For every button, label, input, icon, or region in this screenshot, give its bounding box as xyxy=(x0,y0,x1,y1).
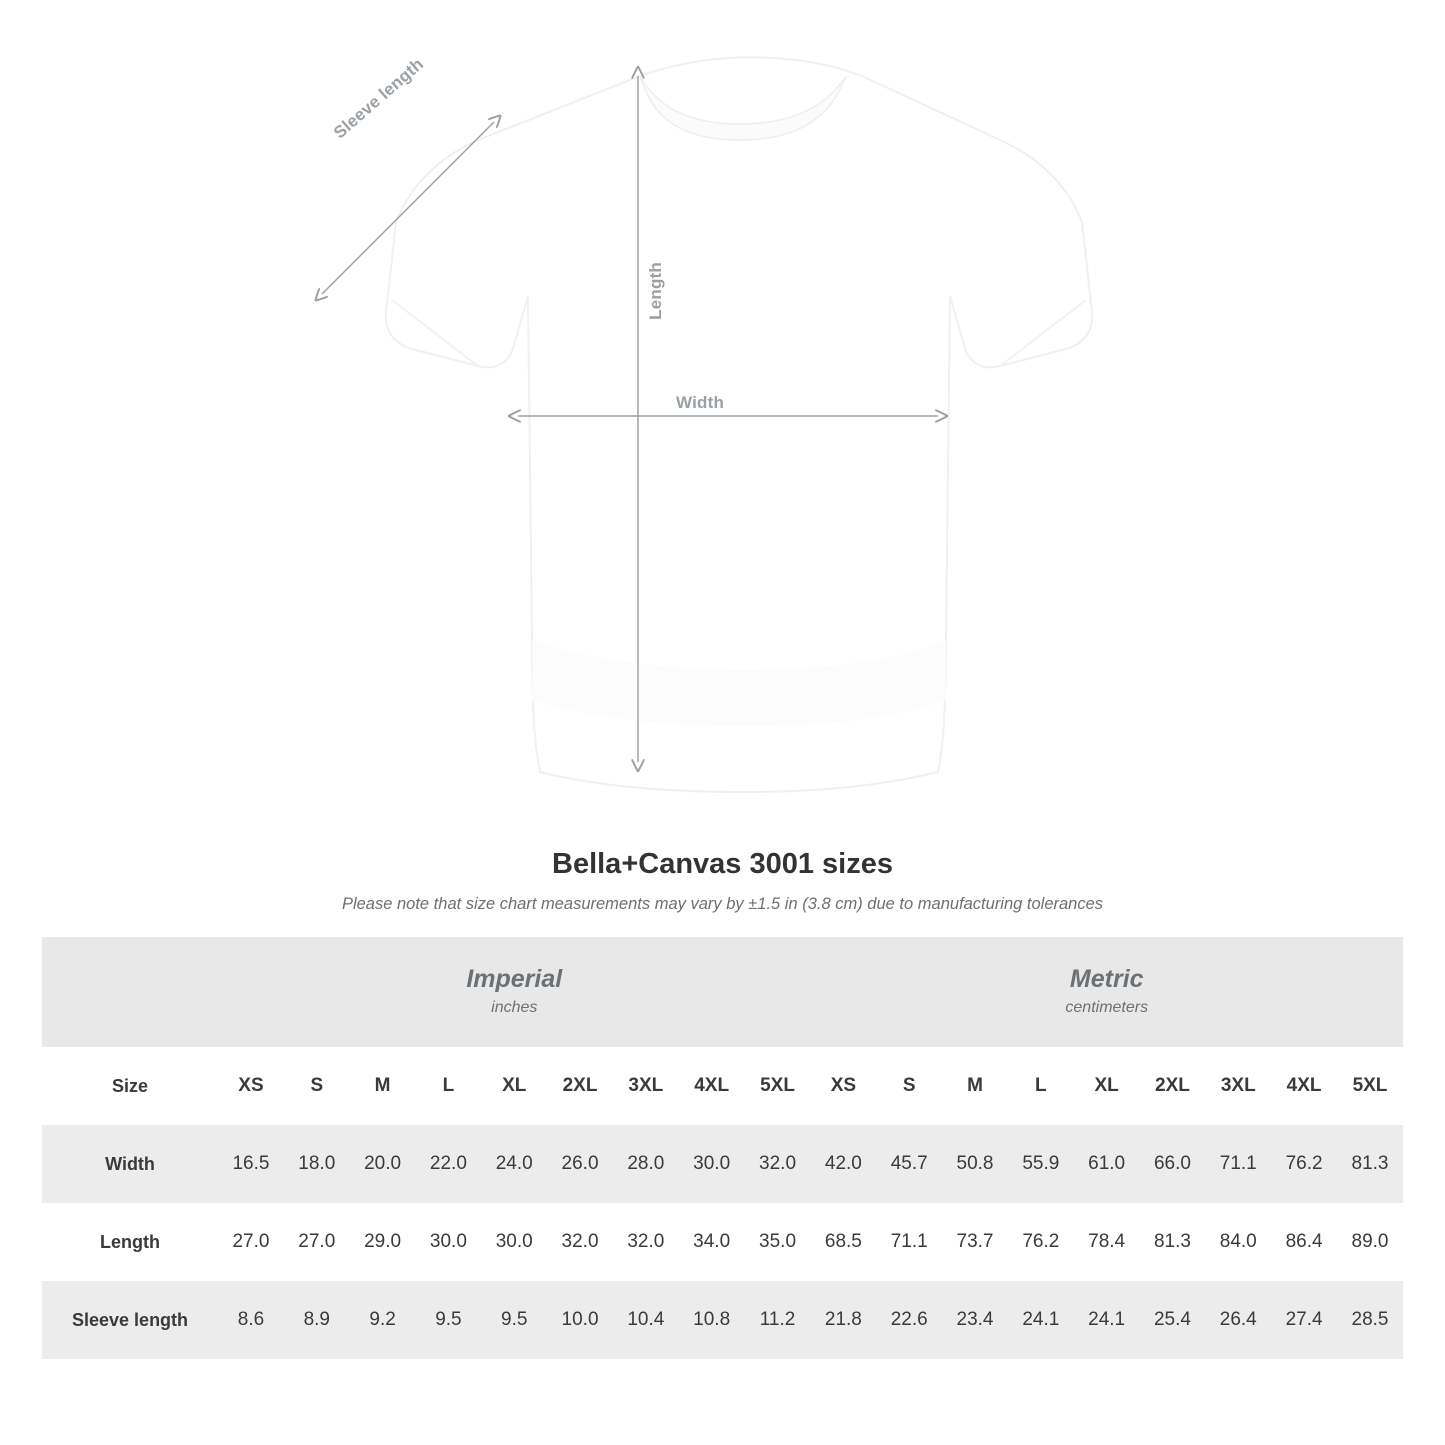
sleeve-length-dimension-label: Sleeve length xyxy=(330,54,428,143)
size-header-imperial-5xl: 5XL xyxy=(745,1047,811,1125)
cell-sleeve-imperial-l: 9.5 xyxy=(416,1281,482,1359)
cell-length-metric-3xl: 84.0 xyxy=(1205,1203,1271,1281)
cell-length-imperial-l: 30.0 xyxy=(416,1203,482,1281)
cell-width-metric-l: 55.9 xyxy=(1008,1125,1074,1203)
cell-length-imperial-2xl: 32.0 xyxy=(547,1203,613,1281)
size-header-metric-2xl: 2XL xyxy=(1140,1047,1206,1125)
unit-header-spacer xyxy=(42,937,218,1047)
cell-sleeve-metric-4xl: 27.4 xyxy=(1271,1281,1337,1359)
size-row-label: Size xyxy=(42,1047,218,1125)
cell-length-imperial-5xl: 35.0 xyxy=(745,1203,811,1281)
cell-length-imperial-xl: 30.0 xyxy=(481,1203,547,1281)
cell-sleeve-metric-5xl: 28.5 xyxy=(1337,1281,1403,1359)
unit-group-header-row xyxy=(42,937,1403,1047)
cell-length-metric-4xl: 86.4 xyxy=(1271,1203,1337,1281)
cell-width-metric-s: 45.7 xyxy=(876,1125,942,1203)
cell-sleeve-imperial-xl: 9.5 xyxy=(481,1281,547,1359)
cell-width-imperial-m: 20.0 xyxy=(350,1125,416,1203)
size-header-metric-3xl: 3XL xyxy=(1205,1047,1271,1125)
cell-width-imperial-2xl: 26.0 xyxy=(547,1125,613,1203)
cell-length-metric-l: 76.2 xyxy=(1008,1203,1074,1281)
size-header-metric-5xl: 5XL xyxy=(1337,1047,1403,1125)
cell-sleeve-metric-2xl: 25.4 xyxy=(1140,1281,1206,1359)
table-row xyxy=(42,1125,1403,1203)
size-header-imperial-s: S xyxy=(284,1047,350,1125)
size-header-imperial-xl: XL xyxy=(481,1047,547,1125)
cell-width-imperial-l: 22.0 xyxy=(416,1125,482,1203)
unit-header-imperial xyxy=(218,937,810,1047)
row-label-sleeve-length: Sleeve length xyxy=(42,1281,218,1359)
size-header-metric-4xl: 4XL xyxy=(1271,1047,1337,1125)
tolerance-note: Please note that size chart measurements may vary by ±1.5 in (3.8 cm) due to manufacturing tolerances xyxy=(341,895,1104,913)
size-header-metric-xs: XS xyxy=(810,1047,876,1125)
cell-length-metric-5xl: 89.0 xyxy=(1337,1203,1403,1281)
cell-sleeve-imperial-2xl: 10.0 xyxy=(547,1281,613,1359)
cell-width-imperial-5xl: 32.0 xyxy=(745,1125,811,1203)
unit-header-metric-name: Metric xyxy=(1069,964,1144,993)
cell-sleeve-metric-xs: 21.8 xyxy=(810,1281,876,1359)
cell-sleeve-imperial-3xl: 10.4 xyxy=(613,1281,679,1359)
cell-length-imperial-xs: 27.0 xyxy=(218,1203,284,1281)
table-row xyxy=(42,1281,1403,1359)
cell-length-metric-xs: 68.5 xyxy=(810,1203,876,1281)
cell-length-metric-xl: 78.4 xyxy=(1074,1203,1140,1281)
cell-width-imperial-xl: 24.0 xyxy=(481,1125,547,1203)
cell-width-imperial-s: 18.0 xyxy=(284,1125,350,1203)
cell-width-metric-4xl: 76.2 xyxy=(1271,1125,1337,1203)
cell-length-imperial-m: 29.0 xyxy=(350,1203,416,1281)
unit-header-imperial-name: Imperial xyxy=(466,964,563,993)
cell-width-metric-2xl: 66.0 xyxy=(1140,1125,1206,1203)
size-header-metric-m: M xyxy=(942,1047,1008,1125)
size-header-imperial-3xl: 3XL xyxy=(613,1047,679,1125)
width-dimension-label: Width xyxy=(676,393,725,412)
cell-sleeve-imperial-m: 9.2 xyxy=(350,1281,416,1359)
cell-sleeve-imperial-4xl: 10.8 xyxy=(679,1281,745,1359)
cell-sleeve-imperial-5xl: 11.2 xyxy=(745,1281,811,1359)
size-header-imperial-l: L xyxy=(416,1047,482,1125)
cell-sleeve-imperial-xs: 8.6 xyxy=(218,1281,284,1359)
size-header-imperial-xs: XS xyxy=(218,1047,284,1125)
size-chart-table-wrapper xyxy=(42,937,1403,1359)
cell-length-imperial-3xl: 32.0 xyxy=(613,1203,679,1281)
unit-header-imperial-sub: inches xyxy=(491,998,538,1016)
cell-sleeve-metric-xl: 24.1 xyxy=(1074,1281,1140,1359)
cell-length-imperial-s: 27.0 xyxy=(284,1203,350,1281)
size-header-row xyxy=(42,1047,1403,1125)
size-header-metric-xl: XL xyxy=(1074,1047,1140,1125)
cell-width-metric-3xl: 71.1 xyxy=(1205,1125,1271,1203)
chart-heading xyxy=(0,848,1445,914)
cell-length-metric-2xl: 81.3 xyxy=(1140,1203,1206,1281)
table-row xyxy=(42,1203,1403,1281)
cell-width-metric-m: 50.8 xyxy=(942,1125,1008,1203)
unit-header-metric-sub: centimeters xyxy=(1065,998,1149,1016)
cell-sleeve-imperial-s: 8.9 xyxy=(284,1281,350,1359)
size-header-imperial-4xl: 4XL xyxy=(679,1047,745,1125)
cell-width-imperial-3xl: 28.0 xyxy=(613,1125,679,1203)
cell-sleeve-metric-l: 24.1 xyxy=(1008,1281,1074,1359)
size-header-metric-l: L xyxy=(1008,1047,1074,1125)
cell-width-imperial-4xl: 30.0 xyxy=(679,1125,745,1203)
cell-sleeve-metric-3xl: 26.4 xyxy=(1205,1281,1271,1359)
row-label-width: Width xyxy=(42,1125,218,1203)
size-header-metric-s: S xyxy=(876,1047,942,1125)
tshirt-shape xyxy=(386,57,1093,792)
cell-length-imperial-4xl: 34.0 xyxy=(679,1203,745,1281)
unit-header-metric xyxy=(810,937,1403,1047)
cell-sleeve-metric-s: 22.6 xyxy=(876,1281,942,1359)
cell-length-metric-m: 73.7 xyxy=(942,1203,1008,1281)
cell-sleeve-metric-m: 23.4 xyxy=(942,1281,1008,1359)
size-header-imperial-m: M xyxy=(350,1047,416,1125)
page-title: Bella+Canvas 3001 sizes xyxy=(552,848,893,880)
cell-width-metric-xl: 61.0 xyxy=(1074,1125,1140,1203)
length-dimension-label: Length xyxy=(646,262,665,320)
cell-width-metric-xs: 42.0 xyxy=(810,1125,876,1203)
cell-width-imperial-xs: 16.5 xyxy=(218,1125,284,1203)
size-header-imperial-2xl: 2XL xyxy=(547,1047,613,1125)
cell-width-metric-5xl: 81.3 xyxy=(1337,1125,1403,1203)
size-chart-table xyxy=(42,937,1403,1359)
row-label-length: Length xyxy=(42,1203,218,1281)
cell-length-metric-s: 71.1 xyxy=(876,1203,942,1281)
